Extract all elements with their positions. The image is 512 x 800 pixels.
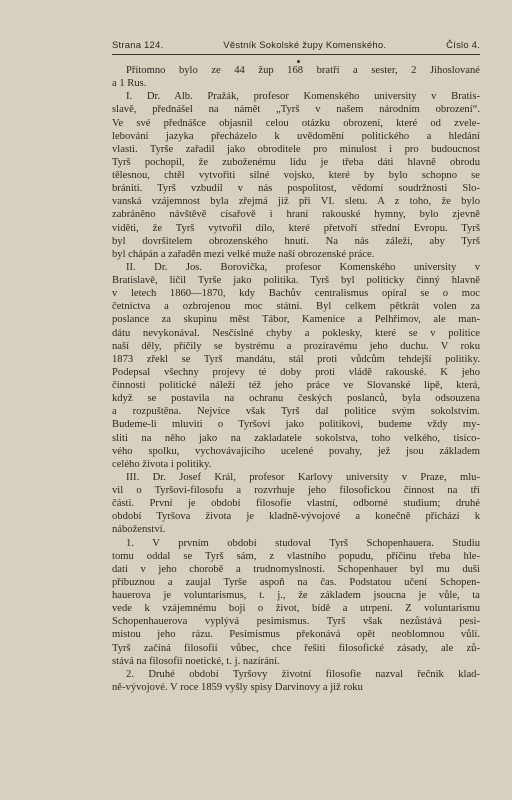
paragraph <box>112 537 480 668</box>
text-line: mistou jeho rázu. Pesimismus překonává opět neoblomnou vůlí. <box>112 629 480 641</box>
paragraph <box>112 471 480 537</box>
text-line: hauerova je voluntarismus, t. j., že základem jsoucna je vůle, ta <box>112 590 480 601</box>
text-line: tomu oddal se Tyrš sám, z vlastního popudu, příčinu třeba hle- <box>112 550 480 562</box>
text-line: Ve své přednášce objasnil celou otázku obrození, které od zvele- <box>112 117 480 129</box>
header-rule <box>112 54 480 55</box>
text-line: sliti na něho jako na zakladatele sokolstva, toho velkého, tisíco- <box>112 432 480 444</box>
text-line: II. Dr. Jos. Borovička, profesor Komenského university v <box>126 261 480 273</box>
text-line: v letech 1860—1870, kdy Bachův centralismus opíral se o moc <box>112 288 480 300</box>
text-line: tělesnou, chtěl vytvořiti silné vojsko, které by bylo schopno se <box>112 170 480 181</box>
text-line: vého spolku, vychovávajícího ucelené povahy, jež jsou základem <box>112 445 480 457</box>
text-line: náboženství. <box>112 524 166 536</box>
paragraph <box>112 261 480 471</box>
text-line: Podepsal všechny projevy té doby proti vládě rakouské. K jeho <box>112 366 480 378</box>
text-line: byl dovršitelem obrozenského hnutí. Na nás záleží, aby Tyrš <box>112 235 480 247</box>
text-line: části. První je období filosofie vlastní, odborné studium; druhé <box>112 498 480 510</box>
paragraph <box>112 90 480 261</box>
ink-dot <box>297 60 300 63</box>
text-line: období Tyršova života je kladně-vývojové a konečně přichází k <box>112 511 480 523</box>
text-line: 1. V prvním období studoval Tyrš Schopenhauera. Studiu <box>126 537 480 549</box>
text-line: celého života i politiky. <box>112 458 212 470</box>
text-line: 1873 zřekl se Tyrš mandátu, stál proti vůdcům tehdejší politiky. <box>112 353 480 365</box>
text-line: viděti, že Tyrš vytvořil dílo, které přetvoří střední Evropu. Tyrš <box>112 222 480 234</box>
text-line: vede k vzájemnému boji o život, bídě a utrpení. Z voluntarismu <box>112 603 480 615</box>
text-line: byl chápán a zařaděn mezi velké muže naší obrozenské práce. <box>112 248 375 260</box>
text-line: lebování jazyka přecházelo k uvědomění politického a hledání <box>112 130 480 142</box>
text-line: stává na filosofii noetické, t. j. nazírání. <box>112 655 280 667</box>
text-line: příbuznou a zaujal Tyrše aspoň na čas. Podstatou učení Schopen- <box>112 576 480 588</box>
paragraph <box>112 64 480 90</box>
text-line: Schopenhauerova vyplývá pesimismus. Tyrš však nezůstává pesi- <box>112 616 480 628</box>
paragraph <box>112 668 480 694</box>
text-line: vil o Tyršovi-filosofu a rozvrhuje jeho filosofickou činnost na tři <box>112 485 480 496</box>
issue-number: Číslo 4. <box>446 40 480 51</box>
text-line: a 1 Rus. <box>112 78 147 90</box>
text-line: a rozpuštěna. Nejvíce však Tyrš dal politice svým sokolstvím. <box>112 406 480 418</box>
text-line: I. Dr. Alb. Pražák, profesor Komenského university v Bratis- <box>126 91 480 103</box>
text-line: vlasti. Tyrše zařadil jako obroditele pro minulost i pro budoucnost <box>112 143 480 155</box>
text-line: Budeme-li mluviti o Tyršovi jako politikovi, budeme vždy my- <box>112 419 480 431</box>
text-line: dati v jeho chorobě a trudnomyslnosti. Schopenhauer byl mu duši <box>112 563 480 575</box>
page-number: Strana 124. <box>112 40 164 51</box>
text-line: Tyrš pochopil, že zuboženému lidu je třeba dáti hlavně obrodu <box>112 156 480 168</box>
article-body <box>112 64 480 694</box>
text-line: když se postavila na ochranu českých poslanců, byla odsouzena <box>112 393 480 405</box>
text-line: brániti. Tyrš vzbudil v nás pospolitost, vědomí soudržnosti Slo- <box>112 183 480 195</box>
text-line: Bratislavě, líčil Tyrše jako politika. Tyrš byl politicky činný hlavně <box>112 275 480 286</box>
text-line: poslance za skupinu měst Tábor, Kamenice a Pelhřimov, ale man- <box>112 314 480 326</box>
text-line: ně-vývojové. V roce 1859 vyšly spisy Darvinovy a již roku <box>112 681 363 693</box>
text-line: 2. Druhé období Tyršovy životní filosofie nazval řečník klad- <box>126 668 480 680</box>
text-line: četnictva a ozbrojenou moc státní. Byl celkem pětkrát volen za <box>112 301 480 313</box>
text-line: činnosti politické náleží též jeho práce ve Slovanské lípě, která, <box>112 380 480 391</box>
text-line: vanská vzájemnost byla zřejmá již při VI. sletu. A z toho, že bylo <box>112 196 480 208</box>
text-line: III. Dr. Josef Král, profesor Karlovy university v Praze, mlu- <box>126 471 480 483</box>
text-line: zabráněno návštěvě císařově i hraní rakouské hymny, bylo zjevně <box>112 209 480 221</box>
text-line: slavě, přednášel na námět „Tyrš v našem národním obrození“. <box>112 104 480 116</box>
text-line: Přítomno bylo ze 44 žup 168 bratří a sester, 2 Jihoslované <box>126 65 480 76</box>
text-line: Tyrš začíná filosofií vůbec, chce řešiti filosofické zásady, ale zů- <box>112 642 480 654</box>
text-line: dátu nevykonával. Nesčíslné chyby a poklesky, které se v politice <box>112 327 480 339</box>
journal-title: Věstník Sokolské župy Komenského. <box>223 40 387 51</box>
page-header <box>112 40 480 51</box>
text-line: naší děly, příčily se bystrému a prozíravému jeho duchu. V roku <box>112 340 480 352</box>
